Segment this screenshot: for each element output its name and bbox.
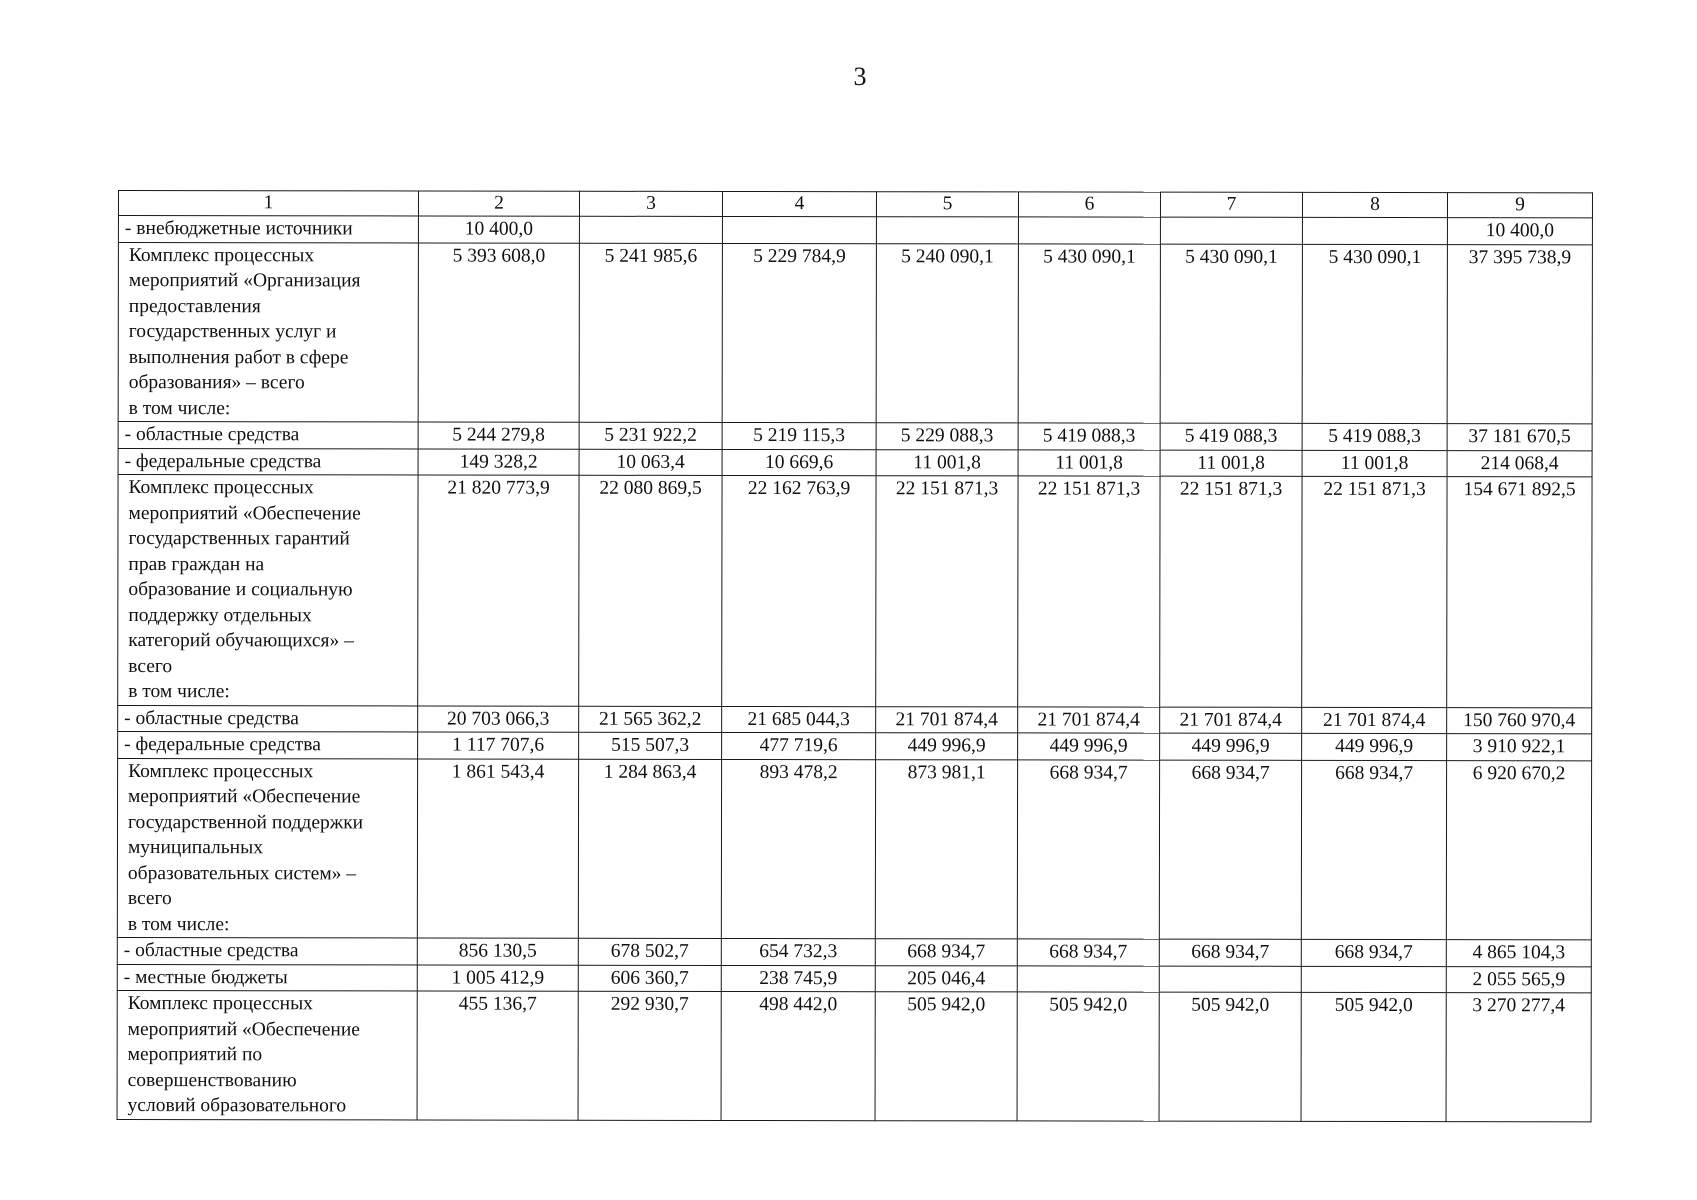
funding-source-row xyxy=(118,705,1592,734)
row-label: - федеральные средства xyxy=(118,448,418,475)
value-cell xyxy=(1018,217,1160,244)
value-cell: 5 419 088,3 xyxy=(1160,423,1302,450)
value-cell: 449 996,9 xyxy=(1160,733,1302,760)
value-cell: 893 478,2 xyxy=(721,759,875,939)
header-cell: 1 xyxy=(118,191,418,216)
header-cell: 7 xyxy=(1160,192,1302,217)
value-cell: 21 565 362,2 xyxy=(579,706,722,733)
value-cell: 238 745,9 xyxy=(721,965,875,992)
value-cell: 5 240 090,1 xyxy=(876,243,1018,423)
value-cell: 515 507,3 xyxy=(579,732,722,759)
value-cell: 5 430 090,1 xyxy=(1160,244,1302,424)
row-label: Комплекс процессных мероприятий «Обеспечение мероприятий по совершенствованию условий образовательного xyxy=(117,990,417,1119)
value-cell: 5 229 784,9 xyxy=(722,243,876,423)
value-cell: 11 001,8 xyxy=(876,449,1018,476)
value-cell: 477 719,6 xyxy=(722,732,876,759)
value-cell xyxy=(1301,966,1446,993)
value-cell: 1 284 863,4 xyxy=(578,759,721,939)
budget-table xyxy=(117,190,1593,1122)
value-cell: 22 151 871,3 xyxy=(876,476,1018,707)
row-label: - областные средства xyxy=(118,705,418,732)
value-cell: 5 419 088,3 xyxy=(1302,423,1447,450)
funding-source-row xyxy=(118,732,1592,761)
value-cell: 11 001,8 xyxy=(1018,449,1160,476)
value-cell: 505 942,0 xyxy=(1017,992,1159,1121)
value-cell: 22 151 871,3 xyxy=(1018,476,1160,707)
value-cell: 5 419 088,3 xyxy=(1018,423,1160,450)
total-cell: 10 400,0 xyxy=(1447,218,1592,245)
value-cell xyxy=(579,216,722,243)
value-cell: 10 669,6 xyxy=(722,449,876,476)
value-cell: 668 934,7 xyxy=(1301,760,1446,940)
total-cell: 4 865 104,3 xyxy=(1446,940,1591,967)
program-row xyxy=(118,242,1592,424)
funding-source-row xyxy=(118,216,1592,245)
program-row xyxy=(117,758,1591,940)
total-cell: 3 270 277,4 xyxy=(1446,993,1591,1122)
value-cell: 668 934,7 xyxy=(1159,939,1301,966)
value-cell: 10 400,0 xyxy=(418,216,579,243)
value-cell: 873 981,1 xyxy=(875,759,1017,939)
header-cell: 3 xyxy=(579,191,722,216)
header-cell: 5 xyxy=(876,192,1018,217)
value-cell: 5 393 608,0 xyxy=(418,242,579,422)
header-cell: 6 xyxy=(1018,192,1160,217)
funding-source-row xyxy=(117,964,1591,993)
row-label: Комплекс процессных мероприятий «Обеспечение государственной поддержки муниципальных образовательных систем» – всего в том числе: xyxy=(117,758,417,938)
value-cell: 856 130,5 xyxy=(417,938,578,965)
value-cell: 5 241 985,6 xyxy=(579,243,722,423)
funding-source-row xyxy=(118,422,1592,451)
value-cell: 449 996,9 xyxy=(1018,733,1160,760)
value-cell: 5 244 279,8 xyxy=(418,422,579,449)
value-cell: 668 934,7 xyxy=(1159,760,1301,940)
total-cell: 3 910 922,1 xyxy=(1447,734,1592,761)
funding-source-row xyxy=(118,448,1592,477)
value-cell: 5 219 115,3 xyxy=(722,422,876,449)
value-cell: 205 046,4 xyxy=(875,965,1017,992)
value-cell: 11 001,8 xyxy=(1160,450,1302,477)
value-cell: 22 151 871,3 xyxy=(1302,476,1447,707)
row-label: - областные средства xyxy=(118,422,418,449)
value-cell: 5 430 090,1 xyxy=(1018,243,1160,423)
value-cell: 505 942,0 xyxy=(1159,992,1301,1121)
value-cell: 21 820 773,9 xyxy=(418,475,579,706)
value-cell: 505 942,0 xyxy=(1301,992,1446,1121)
value-cell xyxy=(722,216,876,243)
header-cell: 4 xyxy=(722,191,876,216)
row-label: - федеральные средства xyxy=(118,732,418,759)
total-cell: 6 920 670,2 xyxy=(1446,760,1591,940)
value-cell: 1 117 707,6 xyxy=(418,732,579,759)
row-label: - местные бюджеты xyxy=(117,964,417,991)
total-cell: 37 181 670,5 xyxy=(1447,424,1592,451)
total-cell: 150 760 970,4 xyxy=(1447,707,1592,734)
value-cell: 21 701 874,4 xyxy=(1160,707,1302,734)
value-cell: 292 930,7 xyxy=(578,991,721,1120)
funding-source-row xyxy=(117,937,1591,966)
value-cell: 668 934,7 xyxy=(1017,939,1159,966)
value-cell: 11 001,8 xyxy=(1302,450,1447,477)
value-cell: 21 701 874,4 xyxy=(1302,707,1447,734)
row-label: - областные средства xyxy=(117,937,417,964)
value-cell: 21 685 044,3 xyxy=(722,706,876,733)
total-cell: 2 055 565,9 xyxy=(1446,966,1591,993)
value-cell: 10 063,4 xyxy=(579,449,722,476)
row-label: Комплекс процессных мероприятий «Организация предоставления государственных услуг и выполнения работ в сфере образования» – всего в том числе: xyxy=(118,242,418,422)
value-cell: 449 996,9 xyxy=(876,733,1018,760)
total-cell: 154 671 892,5 xyxy=(1447,477,1592,708)
value-cell: 505 942,0 xyxy=(875,992,1017,1121)
value-cell: 5 229 088,3 xyxy=(876,423,1018,450)
page-number: 3 xyxy=(853,62,867,91)
row-label: Комплекс процессных мероприятий «Обеспечение государственных гарантий прав граждан на образование и социальную поддержку отдельных категорий обучающихся» – всего в том числе: xyxy=(118,475,418,706)
value-cell: 5 231 922,2 xyxy=(579,422,722,449)
table-body xyxy=(117,191,1592,1122)
value-cell xyxy=(1302,217,1447,244)
value-cell: 20 703 066,3 xyxy=(418,705,579,732)
total-cell: 37 395 738,9 xyxy=(1447,244,1592,424)
header-row xyxy=(118,191,1592,218)
row-label: - внебюджетные источники xyxy=(118,216,418,243)
value-cell: 22 162 763,9 xyxy=(722,475,876,706)
value-cell: 668 934,7 xyxy=(1301,939,1446,966)
value-cell: 606 360,7 xyxy=(578,965,721,992)
value-cell: 22 080 869,5 xyxy=(579,475,722,706)
value-cell: 21 701 874,4 xyxy=(1018,706,1160,733)
program-row xyxy=(117,990,1591,1121)
value-cell xyxy=(876,217,1018,244)
value-cell: 449 996,9 xyxy=(1302,733,1447,760)
value-cell: 455 136,7 xyxy=(417,991,578,1120)
value-cell: 22 151 871,3 xyxy=(1160,476,1302,707)
value-cell: 678 502,7 xyxy=(578,938,721,965)
value-cell: 1 005 412,9 xyxy=(417,964,578,991)
value-cell: 668 934,7 xyxy=(875,939,1017,966)
value-cell: 21 701 874,4 xyxy=(876,706,1018,733)
program-row xyxy=(118,475,1592,708)
value-cell xyxy=(1159,966,1301,993)
value-cell: 5 430 090,1 xyxy=(1302,244,1447,424)
value-cell: 654 732,3 xyxy=(721,938,875,965)
header-cell: 2 xyxy=(418,191,579,216)
header-cell: 9 xyxy=(1447,193,1592,218)
total-cell: 214 068,4 xyxy=(1447,450,1592,477)
value-cell: 149 328,2 xyxy=(418,448,579,475)
header-cell: 8 xyxy=(1302,192,1447,217)
value-cell: 668 934,7 xyxy=(1017,759,1159,939)
value-cell: 498 442,0 xyxy=(721,991,875,1120)
value-cell xyxy=(1017,965,1159,992)
value-cell xyxy=(1160,217,1302,244)
value-cell: 1 861 543,4 xyxy=(417,758,578,938)
